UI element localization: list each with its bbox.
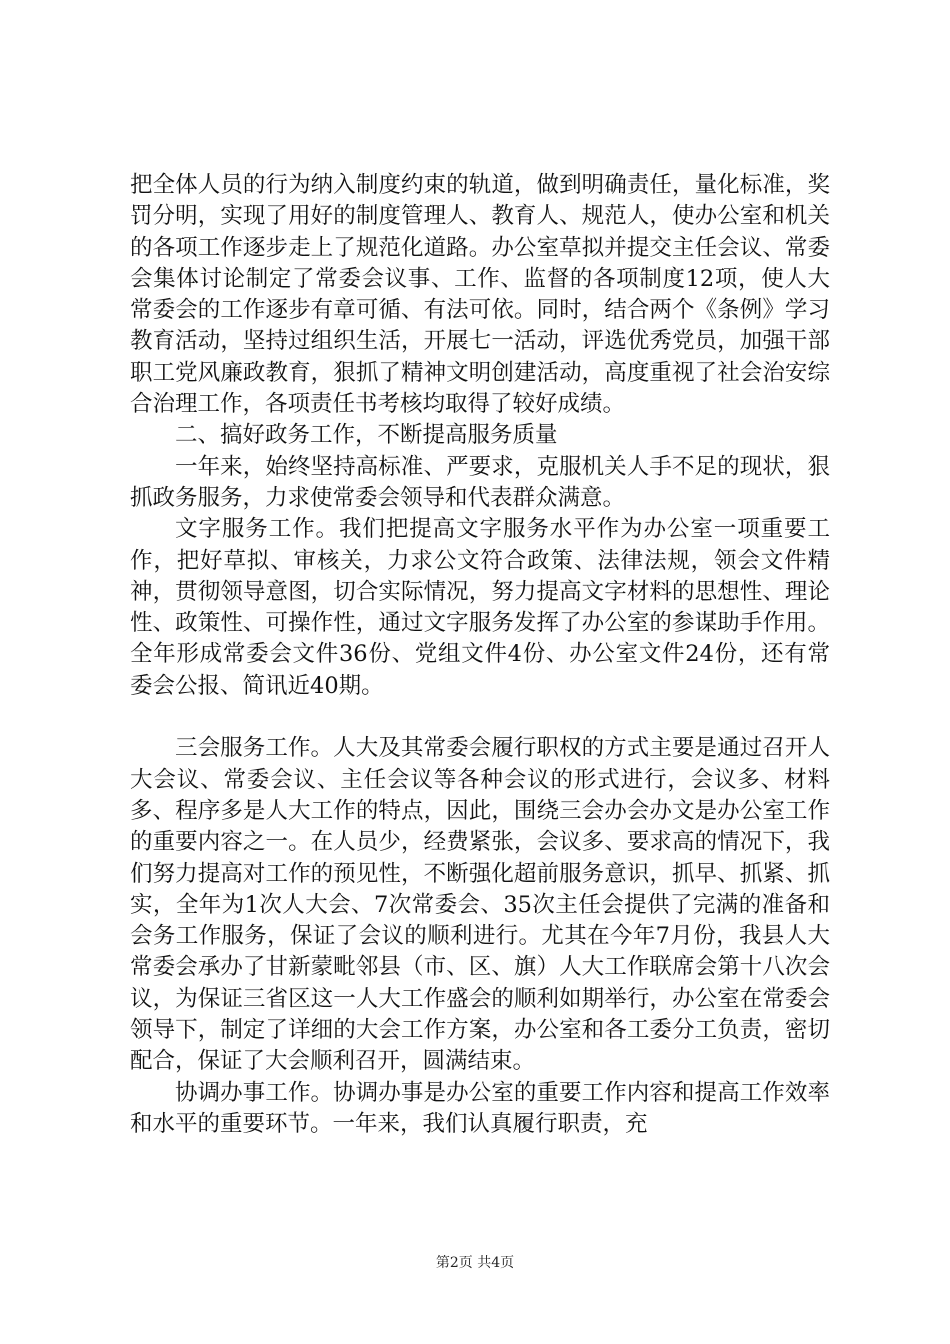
- page-footer: 第2页 共4页: [435, 1255, 515, 1271]
- body-paragraph: 一年来，始终坚持高标准、严要求，克服机关人手不足的现状，狠抓政务服务，力求使常委会领导和代表群众满意。: [130, 453, 830, 511]
- body-paragraph: 三会服务工作。人大及其常委会履行职权的方式主要是通过召开人大会议、常委会议、主任会议等各种会议的形式进行，会议多、材料多、程序多是人大工作的特点，因此，围绕三会办会办文是办公室工作的重要内容之一。在人员少，经费紧张，会议多、要求高的情况下，我们努力提高对工作的预见性，不断强化超前服务意识，抓早、抓紧、抓实，全年为1次人大会、7次常委会、35次主任会提供了完满的准备和会务工作服务，保证了会议的顺利进行。尤其在今年7月份，我县人大常委会承办了甘新蒙毗邻县（市、区、旗）人大工作联席会第十八次会议，为保证三省区这一人大工作盛会的顺利如期举行，办公室在常委会领导下，制定了详细的大会工作方案，办公室和各工委分工负责，密切配合，保证了大会顺利召开，圆满结束。: [130, 735, 830, 1075]
- body-paragraph: 把全体人员的行为纳入制度约束的轨道，做到明确责任，量化标准，奖罚分明，实现了用好的制度管理人、教育人、规范人，使办公室和机关的各项工作逐步走上了规范化道路。办公室草拟并提交主任会议、常委会集体讨论制定了常委会议事、工作、监督的各项制度12项，使人大常委会的工作逐步有章可循、有法可依。同时，结合两个《条例》学习教育活动，坚持过组织生活，开展七一活动，评选优秀党员，加强干部职工党风廉政教育，狠抓了精神文明创建活动，高度重视了社会治安综合治理工作，各项责任书考核均取得了较好成绩。: [130, 172, 830, 418]
- paragraph-gap: [130, 702, 830, 733]
- document-body: [130, 170, 830, 1140]
- body-paragraph: 协调办事工作。协调办事是办公室的重要工作内容和提高工作效率和水平的重要环节。一年来，我们认真履行职责，充: [130, 1079, 830, 1137]
- section-heading: 二、搞好政务工作，不断提高服务质量: [175, 422, 558, 449]
- body-paragraph: 文字服务工作。我们把提高文字服务水平作为办公室一项重要工作，把好草拟、审核关，力求公文符合政策、法律法规，领会文件精神，贯彻领导意图，切合实际情况，努力提高文字材料的思想性、理论性、政策性、可操作性，通过文字服务发挥了办公室的参谋助手作用。全年形成常委会文件36份、党组文件4份、办公室文件24份，还有常委会公报、简讯近40期。: [130, 516, 830, 699]
